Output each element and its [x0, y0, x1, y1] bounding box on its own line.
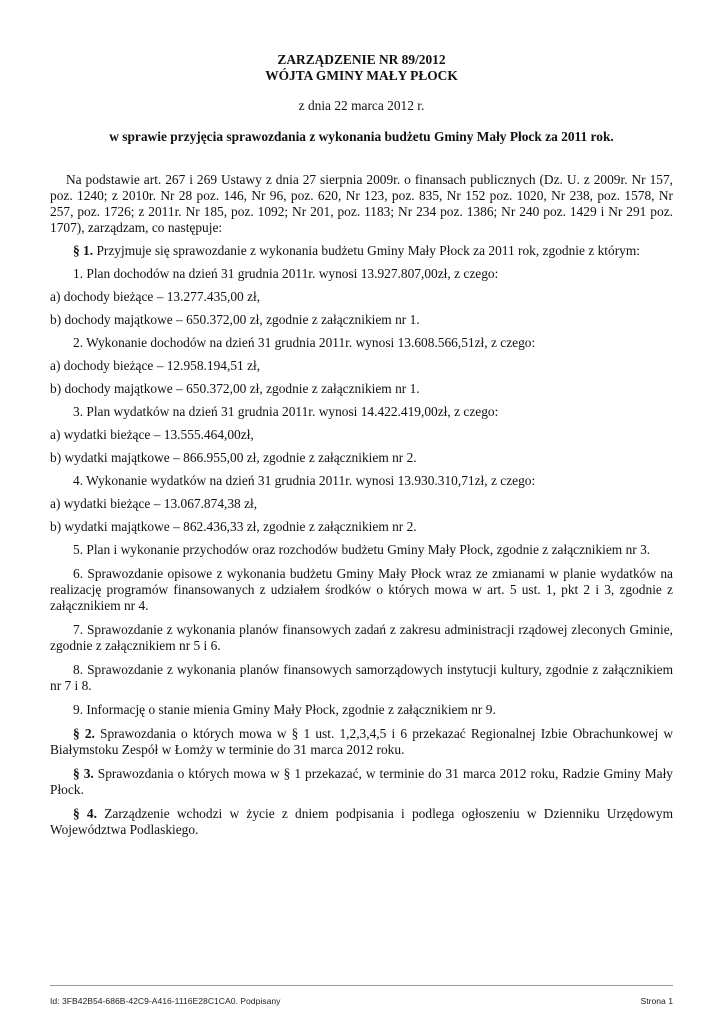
section-1-label: § 1.	[73, 243, 94, 258]
document-id: Id: 3FB42B54-686B-42C9-A416-1116E28C1CA0. Podpisany	[50, 996, 281, 1006]
section-3-text: Sprawozdania o których mowa w § 1 przekazać, w terminie do 31 marca 2012 roku, Radzie Gminy Mały Płock.	[50, 766, 673, 797]
section-2	[50, 726, 673, 758]
section-4-label: § 4.	[73, 806, 97, 821]
section-4-text: Zarządzenie wchodzi w życie z dniem podpisania i podlega ogłoszeniu w Dzienniku Urzędowym Województwa Podlaskiego.	[50, 806, 673, 837]
item-5: 5. Plan i wykonanie przychodów oraz rozchodów budżetu Gminy Mały Płock, zgodnie z załącznikiem nr 3.	[73, 542, 651, 557]
section-3-label: § 3.	[73, 766, 94, 781]
page-number: Strona 1	[640, 996, 673, 1006]
document-title	[50, 52, 673, 84]
document-page	[50, 52, 673, 838]
section-1-text: Przyjmuje się sprawozdanie z wykonania budżetu Gminy Mały Płock za 2011 rok, zgodnie z którym:	[93, 243, 640, 258]
item-1: 1. Plan dochodów na dzień 31 grudnia 2011r. wynosi 13.927.807,00zł, z czego:	[73, 266, 499, 281]
title-line-2: WÓJTA GMINY MAŁY PŁOCK	[265, 68, 458, 83]
item-1a: a) dochody bieżące – 13.277.435,00 zł,	[50, 289, 261, 304]
section-4	[50, 806, 673, 838]
item-4b: b) wydatki majątkowe – 862.436,33 zł, zgodnie z załącznikiem nr 2.	[50, 519, 417, 534]
item-2a: a) dochody bieżące – 12.958.194,51 zł,	[50, 358, 261, 373]
section-3	[50, 766, 673, 798]
item-9: 9. Informację o stanie mienia Gminy Mały Płock, zgodnie z załącznikiem nr 9.	[73, 702, 496, 717]
item-8: 8. Sprawozdanie z wykonania planów finansowych samorządowych instytucji kultury, zgodnie z załącznikiem nr 7 i 8.	[50, 662, 673, 693]
item-4a: a) wydatki bieżące – 13.067.874,38 zł,	[50, 496, 258, 511]
item-2b: b) dochody majątkowe – 650.372,00 zł, zgodnie z załącznikiem nr 1.	[50, 381, 420, 396]
item-4: 4. Wykonanie wydatków na dzień 31 grudnia 2011r. wynosi 13.930.310,71zł, z czego:	[73, 473, 536, 488]
section-1	[50, 243, 673, 259]
document-subject: w sprawie przyjęcia sprawozdania z wykonania budżetu Gminy Mały Płock za 2011 rok.	[109, 129, 614, 144]
item-1b: b) dochody majątkowe – 650.372,00 zł, zgodnie z załącznikiem nr 1.	[50, 312, 420, 327]
item-3b: b) wydatki majątkowe – 866.955,00 zł, zgodnie z załącznikiem nr 2.	[50, 450, 417, 465]
item-2: 2. Wykonanie dochodów na dzień 31 grudnia 2011r. wynosi 13.608.566,51zł, z czego:	[73, 335, 536, 350]
item-7: 7. Sprawozdanie z wykonania planów finansowych zadań z zakresu administracji rządowej zleconych Gminie, zgodnie z załącznikiem nr 5 i 6.	[50, 622, 673, 653]
item-3: 3. Plan wydatków na dzień 31 grudnia 2011r. wynosi 14.422.419,00zł, z czego:	[73, 404, 499, 419]
section-2-label: § 2.	[73, 726, 95, 741]
item-3a: a) wydatki bieżące – 13.555.464,00zł,	[50, 427, 254, 442]
legal-basis-paragraph: Na podstawie art. 267 i 269 Ustawy z dnia 27 sierpnia 2009r. o finansach publicznych (Dz. U. z 2009r. Nr 157, poz. 1240; z 2010r. Nr 28 poz. 146, Nr 96, poz. 620, Nr 123, poz. 835, Nr 152 poz. 1020, Nr 238, poz. 1578, Nr 257, poz. 1726; z 2011r. Nr 185, poz. 1092; Nr 201, poz. 1183; Nr 234 poz. 1386; Nr 240 poz. 1429 i Nr 291 poz. 1707), zarządzam, co następuje:	[50, 172, 673, 235]
title-line-1: ZARZĄDZENIE NR 89/2012	[277, 52, 446, 67]
section-2-text: Sprawozdania o których mowa w § 1 ust. 1,2,3,4,5 i 6 przekazać Regionalnej Izbie Obrachunkowej w Białymstoku Zespół w Łomży w terminie do 31 marca 2012 roku.	[50, 726, 673, 757]
document-date: z dnia 22 marca 2012 r.	[298, 98, 425, 113]
footer-divider	[50, 985, 673, 986]
item-6: 6. Sprawozdanie opisowe z wykonania budżetu Gminy Mały Płock wraz ze zmianami w planie wydatków na realizację programów finansowanych z udziałem środków o których mowa w art. 5 ust. 1, pkt 2 i 3, zgodnie z załącznikiem nr 4.	[50, 566, 673, 613]
page-footer	[50, 993, 673, 1009]
